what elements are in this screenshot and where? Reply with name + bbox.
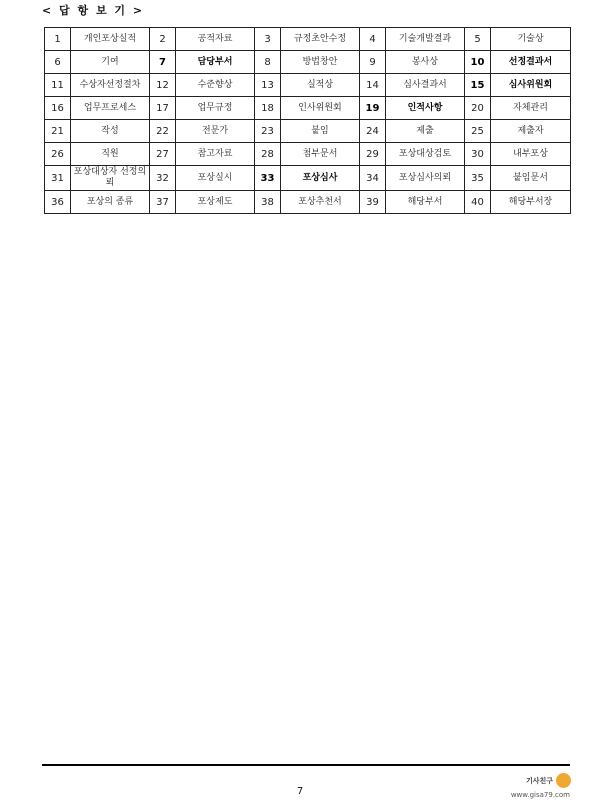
answer-term: 실적상 <box>281 74 360 97</box>
answer-number: 20 <box>465 97 491 120</box>
answer-term: 포상대상검토 <box>386 143 465 166</box>
table-row <box>45 28 571 51</box>
answer-number: 35 <box>465 166 491 191</box>
answer-number: 25 <box>465 120 491 143</box>
table-row <box>45 51 571 74</box>
answer-number: 32 <box>150 166 176 191</box>
answer-term: 포상심사 <box>281 166 360 191</box>
table-row <box>45 166 571 191</box>
answer-number: 19 <box>360 97 386 120</box>
answer-term: 인적사항 <box>386 97 465 120</box>
answer-choices-table <box>44 27 571 214</box>
answer-term: 첨부문서 <box>281 143 360 166</box>
answer-number: 6 <box>45 51 71 74</box>
table-row <box>45 143 571 166</box>
answer-term: 심사위원회 <box>491 74 571 97</box>
answer-number: 15 <box>465 74 491 97</box>
answer-number: 12 <box>150 74 176 97</box>
answer-term: 작성 <box>71 120 150 143</box>
answer-number: 17 <box>150 97 176 120</box>
table-row <box>45 74 571 97</box>
answer-table-body <box>45 28 571 214</box>
answer-term: 개인포상실적 <box>71 28 150 51</box>
answer-term: 방법창안 <box>281 51 360 74</box>
answer-term: 붙임문서 <box>491 166 571 191</box>
answer-number: 33 <box>255 166 281 191</box>
answer-term: 업무규정 <box>176 97 255 120</box>
table-row <box>45 191 571 214</box>
answer-term: 직원 <box>71 143 150 166</box>
answer-term: 기술개발결과 <box>386 28 465 51</box>
answer-number: 26 <box>45 143 71 166</box>
answer-number: 9 <box>360 51 386 74</box>
answer-number: 22 <box>150 120 176 143</box>
answer-term: 자체관리 <box>491 97 571 120</box>
answer-number: 16 <box>45 97 71 120</box>
answer-number: 24 <box>360 120 386 143</box>
footer-divider <box>42 764 570 766</box>
answer-term: 참고자료 <box>176 143 255 166</box>
answer-number: 28 <box>255 143 281 166</box>
answer-choices-heading: < 답 항 보 기 > <box>42 4 145 17</box>
answer-term: 해당부서 <box>386 191 465 214</box>
answer-term: 붙임 <box>281 120 360 143</box>
answer-number: 7 <box>150 51 176 74</box>
answer-term: 수준향상 <box>176 74 255 97</box>
answer-number: 29 <box>360 143 386 166</box>
answer-number: 3 <box>255 28 281 51</box>
answer-number: 40 <box>465 191 491 214</box>
answer-term: 심사결과서 <box>386 74 465 97</box>
site-logo <box>518 773 572 789</box>
logo-circle-icon <box>556 773 571 788</box>
table-row <box>45 120 571 143</box>
answer-number: 38 <box>255 191 281 214</box>
answer-term: 포상의 종류 <box>71 191 150 214</box>
answer-term: 기여 <box>71 51 150 74</box>
answer-number: 18 <box>255 97 281 120</box>
answer-term: 제출 <box>386 120 465 143</box>
answer-term: 내부포상 <box>491 143 571 166</box>
answer-term: 포상대상자 선정의뢰 <box>71 166 150 191</box>
table-row <box>45 97 571 120</box>
answer-term: 포상실시 <box>176 166 255 191</box>
answer-number: 37 <box>150 191 176 214</box>
logo-text: 기사친구 <box>526 777 554 785</box>
answer-term: 인사위원회 <box>281 97 360 120</box>
answer-number: 13 <box>255 74 281 97</box>
answer-term: 담당부서 <box>176 51 255 74</box>
page-number: 7 <box>296 786 304 797</box>
answer-number: 39 <box>360 191 386 214</box>
answer-term: 수상자선정절차 <box>71 74 150 97</box>
answer-number: 8 <box>255 51 281 74</box>
answer-term: 포상제도 <box>176 191 255 214</box>
answer-term: 전문가 <box>176 120 255 143</box>
answer-term: 봉사상 <box>386 51 465 74</box>
site-url: www.gisa79.com <box>510 791 570 799</box>
answer-term: 기술상 <box>491 28 571 51</box>
answer-number: 27 <box>150 143 176 166</box>
answer-term: 제출자 <box>491 120 571 143</box>
answer-term: 규정초안수정 <box>281 28 360 51</box>
answer-number: 2 <box>150 28 176 51</box>
answer-number: 10 <box>465 51 491 74</box>
answer-number: 14 <box>360 74 386 97</box>
answer-term: 포상추천서 <box>281 191 360 214</box>
answer-number: 11 <box>45 74 71 97</box>
answer-number: 23 <box>255 120 281 143</box>
answer-number: 31 <box>45 166 71 191</box>
answer-number: 34 <box>360 166 386 191</box>
answer-term: 업무프로세스 <box>71 97 150 120</box>
answer-term: 공적자료 <box>176 28 255 51</box>
answer-term: 선정결과서 <box>491 51 571 74</box>
answer-number: 4 <box>360 28 386 51</box>
answer-term: 해당부서장 <box>491 191 571 214</box>
answer-number: 36 <box>45 191 71 214</box>
answer-number: 21 <box>45 120 71 143</box>
answer-number: 5 <box>465 28 491 51</box>
answer-term: 포상심사의뢰 <box>386 166 465 191</box>
answer-number: 1 <box>45 28 71 51</box>
answer-number: 30 <box>465 143 491 166</box>
